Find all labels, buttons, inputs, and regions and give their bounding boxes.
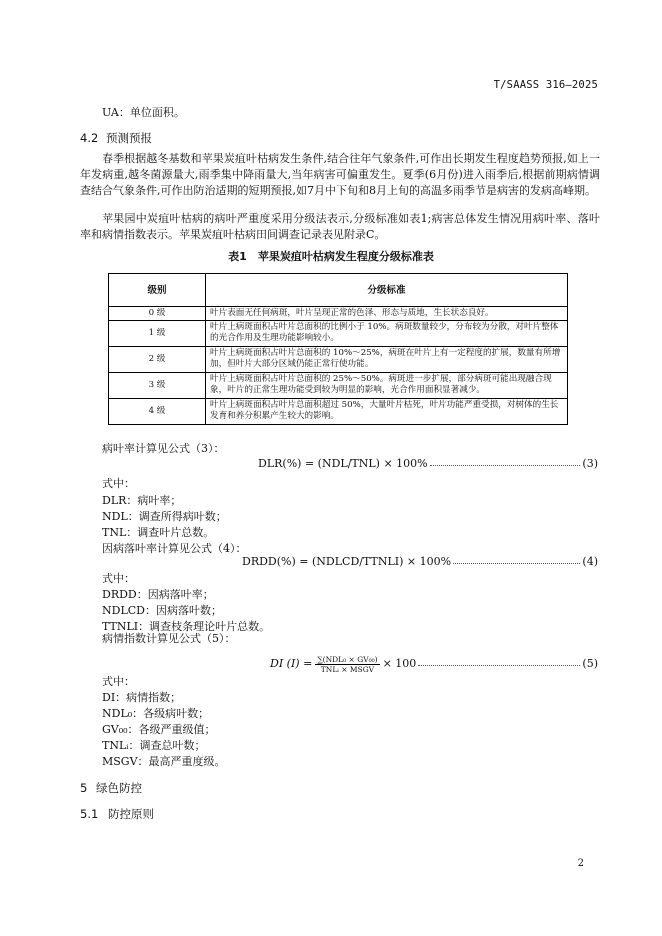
formula-4-expression: DRDD(%) = (NDLCD/TTNLI) × 100%: [242, 555, 452, 568]
section-heading-4-2: [80, 130, 152, 146]
variable-def: NDL₀：各级病叶数；: [102, 707, 210, 720]
variable-def: TNLᵢ：调查总叶数；: [102, 739, 206, 752]
level-cell: 1 级: [109, 321, 206, 347]
variable-def: DRDD：因病落叶率；: [102, 588, 214, 601]
section-title: 预测预报: [106, 131, 152, 145]
description-cell: 叶片上病斑面积占叶片总面积超过 50%，大量叶片枯死，叶片功能严重受损，对树体的生长发育和养分积累产生较大的影响。: [206, 399, 568, 425]
section-number: 5.1: [80, 807, 99, 821]
description-cell: 叶片上病斑面积占叶片总面积的 10%～25%，病斑在叶片上有一定程度的扩展，数量有所增加，但叶片大部分区域仍能正常行使功能。: [206, 347, 568, 373]
section-number: 5: [80, 781, 88, 795]
table-row: [109, 399, 568, 425]
variable-def: TNL：调查叶片总数。: [102, 526, 215, 539]
paragraph-grading: 苹果园中炭疽叶枯病的病叶严重度采用分级法表示,分级标准如表1;病害总体发生情况用病叶率、落叶率和病情指数表示。苹果炭疽叶枯病田间调查记录表见附录C。: [80, 212, 600, 241]
variable-def: GV₀₀：各级严重级值；: [102, 723, 216, 736]
level-cell: 3 级: [109, 373, 206, 399]
variable-def: NDL：调查所得病叶数；: [102, 510, 227, 523]
level-cell: 0 级: [109, 307, 206, 321]
standard-number: T/SAASS 316—2025: [493, 79, 598, 91]
level-cell: 4 级: [109, 399, 206, 425]
formula-5: [270, 652, 598, 676]
formula-5-lhs: DI (I) =: [270, 657, 313, 670]
where-label: 式中：: [102, 572, 135, 585]
formula-5-rhs: × 100: [382, 657, 417, 670]
formula-3-expression: DLR(%) = (NDL/TNL) × 100%: [258, 457, 428, 470]
formula-5-denominator: TNLᵢ × MSGV: [320, 664, 375, 674]
formula-5-number: (5): [582, 657, 598, 670]
table-row: [109, 347, 568, 373]
variable-def: TTNLI：调查枝条理论叶片总数。: [102, 620, 271, 633]
dot-leader: [418, 659, 580, 666]
description-cell: 叶片上病斑面积占叶片总面积的比例小于 10%。病斑数量较少，分布较为分散，对叶片整体的光合作用及生理功能影响较小。: [206, 321, 568, 347]
section-heading-5-1: [80, 806, 154, 822]
table-row: [109, 321, 568, 347]
table-header-standard: 分级标准: [206, 274, 568, 307]
page-number: 2: [577, 858, 584, 869]
table-row: [109, 373, 568, 399]
description-cell: 叶片上病斑面积占叶片总面积的 25%～50%。病斑进一步扩展，部分病斑可能出现融合现象，叶片的正常生理功能受到较为明显的影响，光合作用面积显著减少。: [206, 373, 568, 399]
where-label: 式中：: [102, 675, 135, 688]
section-title: 防控原则: [108, 807, 154, 821]
dot-leader: [453, 557, 580, 564]
formula-4-intro: 因病落叶率计算见公式（4）：: [102, 542, 247, 555]
formula-5-fraction: [315, 655, 379, 674]
formula-5-intro: 病情指数计算见公式（5）：: [102, 632, 236, 645]
description-cell: 叶片表面无任何病斑，叶片呈现正常的色泽、形态与质地，生长状态良好。: [206, 307, 568, 321]
grading-table: [108, 273, 568, 425]
formula-3: [258, 456, 598, 472]
variable-def: MSGV：最高严重度级。: [102, 755, 226, 768]
variable-def: NDLCD：因病落叶数；: [102, 604, 222, 617]
variable-def: DI：病情指数；: [102, 691, 182, 704]
dot-leader: [430, 459, 581, 466]
variable-def: DLR：病叶率；: [102, 494, 182, 507]
table-header-level: 级别: [109, 274, 206, 307]
where-label: 式中：: [102, 477, 135, 490]
ua-definition: UA：单位面积。: [102, 106, 185, 119]
table-caption: 表1 苹果炭疽叶枯病发生程度分级标准表: [228, 250, 434, 263]
formula-3-intro: 病叶率计算见公式（3）：: [102, 442, 225, 455]
formula-4: [242, 554, 598, 570]
table-row: [109, 307, 568, 321]
formula-5-numerator: ∑(NDL₀ × GV₀₀): [317, 654, 378, 664]
level-cell: 2 级: [109, 347, 206, 373]
section-heading-5: [80, 780, 142, 796]
formula-4-number: (4): [582, 555, 598, 568]
formula-3-number: (3): [582, 457, 598, 470]
section-number: 4.2: [80, 131, 99, 145]
paragraph-forecast: 春季根据越冬基数和苹果炭疽叶枯病发生条件,结合往年气象条件,可作出长期发生程度趋势预报,如上一年发病重,越冬菌源量大,雨季集中降雨量大,当年病害可偏重发生。夏季(6月份)进入雨季后,根据前期病情调查结合气象条件,可作出防治适期的短期预报,如7月中下旬和8月上旬的高温多雨季节是病害的发病高峰期。: [80, 152, 600, 197]
section-title: 绿色防控: [96, 781, 142, 795]
